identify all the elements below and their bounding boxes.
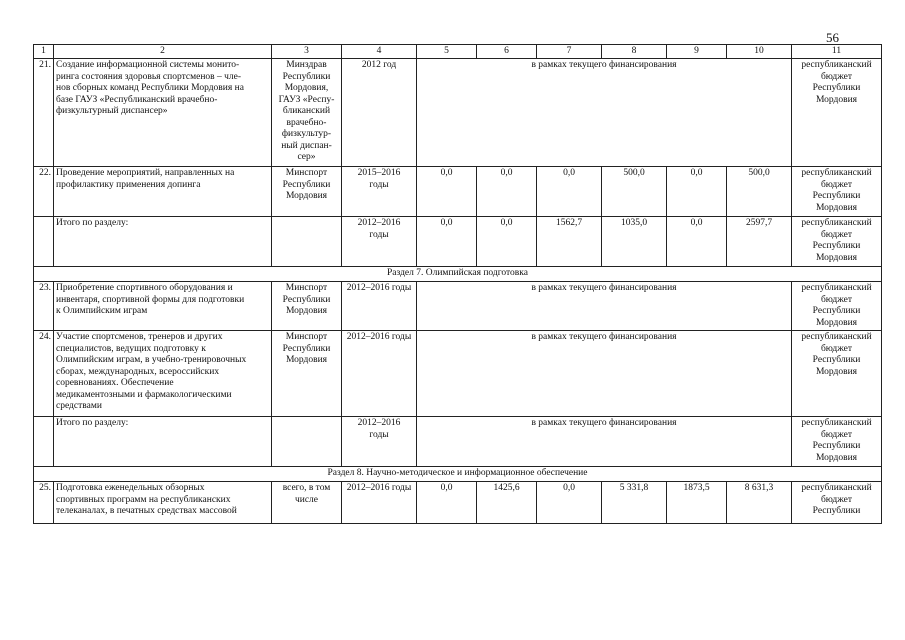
value-2012: 0,0 [417,167,477,217]
col-header: 7 [537,45,602,59]
section-title: Раздел 8. Научно-методическое и информационное обеспечение [34,467,882,482]
row-number: 21. [34,59,54,167]
col-header: 9 [667,45,727,59]
funding-source: республиканский бюджет Республики Мордовия [792,282,882,331]
value-2013: 1425,6 [477,482,537,524]
col-header: 4 [342,45,417,59]
financing-note: в рамках текущего финансирования [417,59,792,167]
value-2016: 1873,5 [667,482,727,524]
executor: Минспорт Республики Мордовия [272,282,342,331]
executor: Минспорт Республики Мордовия [272,331,342,417]
funding-source: республиканский бюджет Республики Мордовия [792,59,882,167]
table-row-total [34,417,882,467]
period: 2015–2016 годы [342,167,417,217]
period: 2012–2016 годы [342,331,417,417]
program-table [33,44,882,524]
col-header: 11 [792,45,882,59]
section-row [34,467,882,482]
funding-source: республиканский бюджет Республики Мордовия [792,417,882,467]
period: 2012 год [342,59,417,167]
value-2012: 0,0 [417,482,477,524]
table-row [34,167,882,217]
value-2015: 5 331,8 [602,482,667,524]
activity-name: Проведение мероприятий, направленных на профилактику применения допинга [54,167,272,217]
financing-note: в рамках текущего финансирования [417,417,792,467]
funding-source: республиканский бюджет Республики Мордовия [792,167,882,217]
value-total: 500,0 [727,167,792,217]
col-header: 5 [417,45,477,59]
table-row [34,331,882,417]
column-number-row [34,45,882,59]
funding-source: республиканский бюджет Республики Мордовия [792,217,882,267]
value-2012: 0,0 [417,217,477,267]
activity-name: Участие спортсменов, тренеров и других специалистов, ведущих подготовку к Олимпийским играм, в учебно-тренировочных сборах, международных, всероссийских соревнованиях. Обеспечение медикаментозными и фармакологическими средствами [54,331,272,417]
activity-name: Приобретение спортивного оборудования и инвентаря, спортивной формы для подготовки к Олимпийским играм [54,282,272,331]
total-label: Итого по разделу: [54,217,272,267]
table-row [34,282,882,331]
col-header: 6 [477,45,537,59]
period: 2012–2016 годы [342,282,417,331]
col-header: 10 [727,45,792,59]
page-number: 56 [826,30,839,45]
executor: Минздрав Республики Мордовия, ГАУЗ «Респу- бликанский врачебно- физкультур- ный диспан- сер» [272,59,342,167]
value-total: 2597,7 [727,217,792,267]
col-header: 3 [272,45,342,59]
financing-note: в рамках текущего финансирования [417,282,792,331]
row-number: 22. [34,167,54,217]
value-2014: 0,0 [537,482,602,524]
total-label: Итого по разделу: [54,417,272,467]
value-2014: 0,0 [537,167,602,217]
value-2013: 0,0 [477,167,537,217]
period: 2012–2016 годы [342,417,417,467]
activity-name: Создание информационной системы монито- ринга состояния здоровья спортсменов – чле- нов сборных команд Республики Мордовия на базе ГАУЗ «Республиканский врачебно- физкультурный диспансер» [54,59,272,167]
value-2016: 0,0 [667,217,727,267]
executor: всего, в том числе [272,482,342,524]
period: 2012–2016 годы [342,217,417,267]
funding-source: республиканский бюджет Республики [792,482,882,524]
executor: Минспорт Республики Мордовия [272,167,342,217]
section-row [34,267,882,282]
table-row [34,482,882,524]
period: 2012–2016 годы [342,482,417,524]
section-title: Раздел 7. Олимпийская подготовка [34,267,882,282]
value-2015: 1035,0 [602,217,667,267]
row-number: 25. [34,482,54,524]
table-row-total [34,217,882,267]
col-header: 1 [34,45,54,59]
row-number: 24. [34,331,54,417]
row-number: 23. [34,282,54,331]
value-2013: 0,0 [477,217,537,267]
value-2014: 1562,7 [537,217,602,267]
activity-name: Подготовка еженедельных обзорных спортивных программ на республиканских телеканалах, в печатных средствах массовой [54,482,272,524]
value-total: 8 631,3 [727,482,792,524]
value-2016: 0,0 [667,167,727,217]
funding-source: республиканский бюджет Республики Мордовия [792,331,882,417]
table-row [34,59,882,167]
col-header: 2 [54,45,272,59]
col-header: 8 [602,45,667,59]
value-2015: 500,0 [602,167,667,217]
financing-note: в рамках текущего финансирования [417,331,792,417]
